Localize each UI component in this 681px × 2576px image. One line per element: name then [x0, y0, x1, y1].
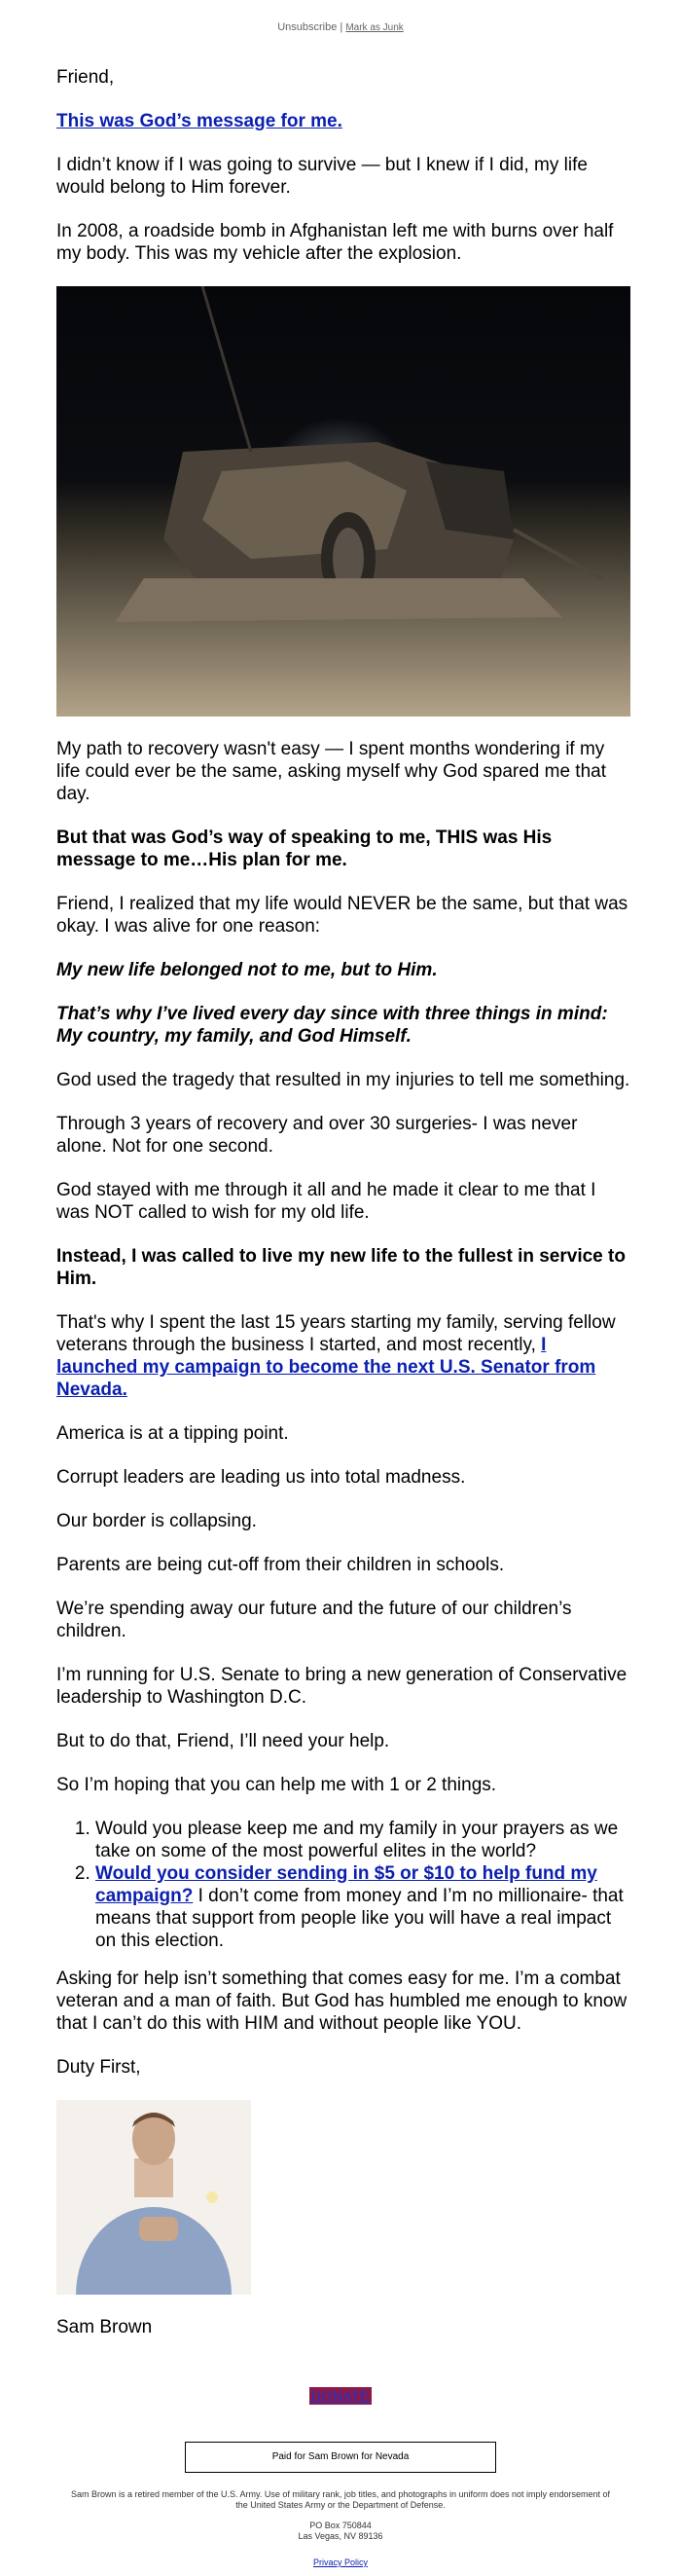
paragraph-4: But that was God’s way of speaking to me, THIS was His message to me…His plan for me.: [56, 828, 553, 870]
list-item: 1. Would you please keep me and my family in your prayers as we take on some of the most powerful elites in the world?: [95, 1818, 630, 1862]
fund-campaign-link[interactable]: Would you consider sending in $5 or $10 to help fund my campaign?: [95, 1863, 597, 1906]
header-separator: |: [340, 21, 343, 33]
paragraph-5: Friend, I realized that my life would NEVER be the same, but that was okay. I was alive for one reason:: [56, 894, 628, 937]
mailing-address: [0, 2521, 681, 2542]
paragraph-8: God used the tragedy that resulted in my injuries to tell me something.: [56, 1070, 630, 1090]
email-header-bar: [0, 21, 681, 33]
email-body: [56, 66, 630, 2360]
paragraph-1: I didn’t know if I was going to survive — but I knew if I did, my life would belong to Him forever.: [56, 155, 588, 198]
vehicle-explosion-photo: [56, 286, 630, 717]
privacy-footer: [0, 2558, 681, 2567]
help-list: [56, 1818, 630, 1952]
po-box: PO Box 750844: [309, 2521, 372, 2530]
paragraph-15: Our border is collapsing.: [56, 1511, 257, 1531]
paragraph-18: I’m running for U.S. Senate to bring a new generation of Conservative leadership to Washington D.C.: [56, 1665, 627, 1708]
paragraph-6: My new life belonged not to me, but to Him.: [56, 960, 438, 980]
paragraph-17: We’re spending away our future and the future of our children’s children.: [56, 1599, 572, 1641]
greeting: Friend,: [56, 67, 115, 88]
paragraph-12-text: That's why I spent the last 15 years starting my family, serving fellow veterans through the business I started, and most recently,: [56, 1312, 616, 1355]
paragraph-12: [56, 1311, 630, 1401]
donate-button[interactable]: DONATE: [310, 2388, 371, 2404]
privacy-policy-link[interactable]: Privacy Policy: [312, 2558, 368, 2567]
paragraph-7: That’s why I’ve lived every day since with three things in mind: My country, my family, and God Himself.: [56, 1004, 608, 1047]
paragraph-20: So I’m hoping that you can help me with 1 or 2 things.: [56, 1775, 497, 1795]
paragraph-9: Through 3 years of recovery and over 30 surgeries- I was never alone. Not for one second.: [56, 1114, 578, 1157]
paragraph-21: Asking for help isn’t something that comes easy for me. I’m a combat veteran and a man of faith. But God has humbled me enough to know that I can’t do this with HIM and without people like YOU.: [56, 1969, 627, 2034]
paragraph-16: Parents are being cut-off from their children in schools.: [56, 1555, 505, 1575]
paid-for-box: Paid for Sam Brown for Nevada: [185, 2442, 496, 2473]
headline: [56, 110, 630, 132]
paragraph-3: My path to recovery wasn't easy — I spent months wondering if my life could ever be the same, asking myself why God spared me that day.: [56, 739, 606, 804]
paragraph-2: In 2008, a roadside bomb in Afghanistan left me with burns over half my body. This was my vehicle after the explosion.: [56, 221, 614, 264]
list-item: [95, 1862, 630, 1952]
mark-as-junk-link[interactable]: Mark as Junk: [345, 22, 404, 33]
disclaimer: Sam Brown is a retired member of the U.S. Army. Use of military rank, job titles, and photographs in uniform does not imply endorsement of the United States Army or the Department of Defense.: [70, 2489, 611, 2510]
list-item-2-text: I don’t come from money and I’m no millionaire- that means that support from people like you will have a real impact on this election.: [95, 1886, 624, 1951]
paragraph-19: But to do that, Friend, I’ll need your help.: [56, 1731, 390, 1751]
paragraph-14: Corrupt leaders are leading us into total madness.: [56, 1467, 466, 1488]
unsubscribe-text[interactable]: Unsubscribe: [277, 21, 338, 33]
paragraph-13: America is at a tipping point.: [56, 1423, 289, 1444]
paragraph-10: God stayed with me through it all and he made it clear to me that I was NOT called to wish for my old life.: [56, 1180, 596, 1223]
donate-wrap: [0, 2387, 681, 2406]
signature: Sam Brown: [56, 2317, 153, 2337]
signoff: Duty First,: [56, 2057, 141, 2078]
sam-brown-portrait: [56, 2100, 251, 2295]
paragraph-11: Instead, I was called to live my new life to the fullest in service to Him.: [56, 1246, 626, 1289]
headline-link[interactable]: This was God’s message for me.: [56, 111, 342, 131]
city-line: Las Vegas, NV 89136: [298, 2531, 383, 2541]
campaign-launch-link[interactable]: I launched my campaign to become the next U.S. Senator from Nevada.: [56, 1335, 596, 1400]
